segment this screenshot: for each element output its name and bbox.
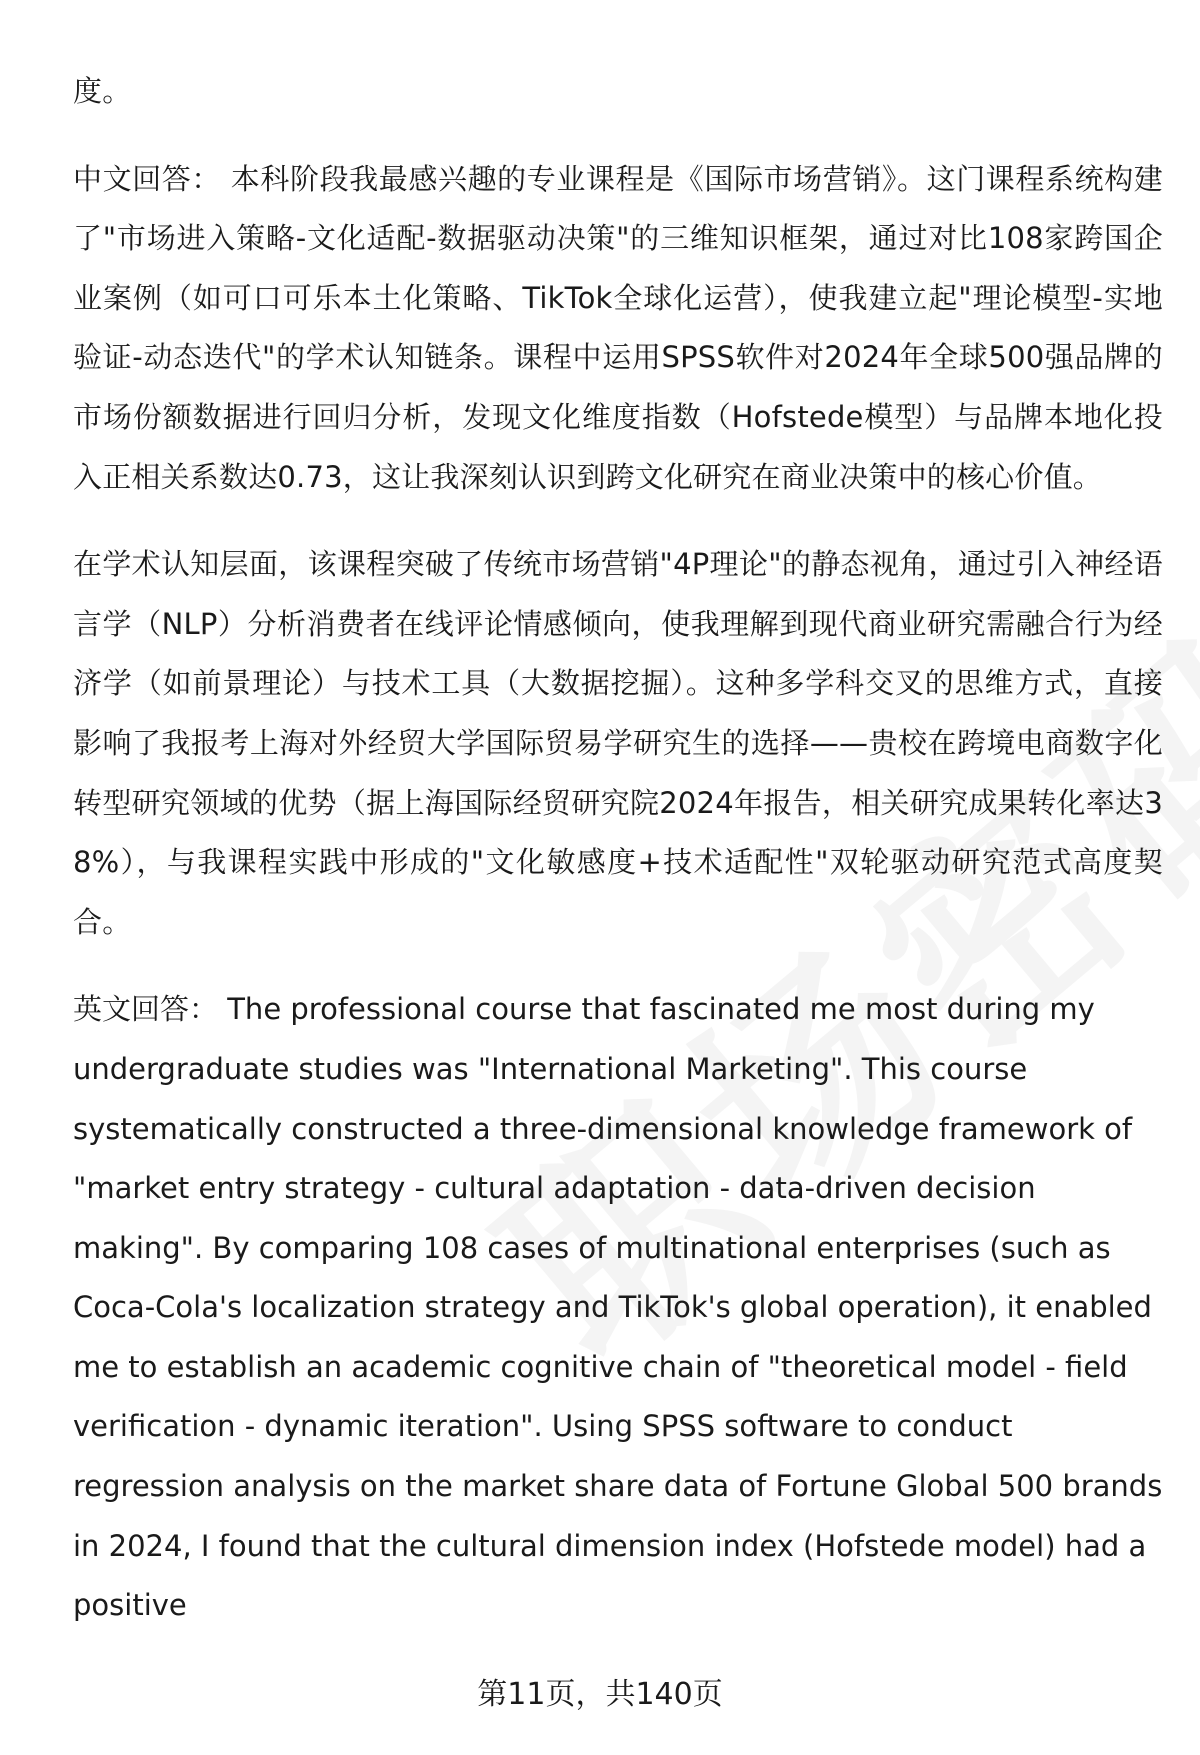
document-body (73, 62, 1163, 1636)
paragraph-continuation: 度。 (73, 74, 132, 108)
page-indicator: 第11页，共140页 (477, 1677, 723, 1712)
paragraph-english-answer: 英文回答： The professional course that fascinated me most during my undergraduate studies was "International Marketing". This course systematically constructed a three-dimensional knowledge framework of "market entry strategy - cultural adaptation - data-driven decision making". By comparing 108 cases of multinational enterprises (such as Coca-Cola's localization strategy and TikTok's global operation), it enabled me to establish an academic cognitive chain of "theoretical model - field verification - dynamic iteration". Using SPSS software to conduct regression analysis on the market share data of Fortune Global 500 brands in 2024, I found that the cultural dimension index (Hofstede model) had a positive (73, 992, 1163, 1623)
paragraph-academic-cognition: 在学术认知层面，该课程突破了传统市场营销"4P理论"的静态视角，通过引入神经语言学（NLP）分析消费者在线评论情感倾向，使我理解到现代商业研究需融合行为经济学（如前景理论）与技术工具（大数据挖掘）。这种多学科交叉的思维方式，直接影响了我报考上海对外经贸大学国际贸易学研究生的选择——贵校在跨境电商数字化转型研究领域的优势（据上海国际经贸研究院2024年报告，相关研究成果转化率达38%），与我课程实践中形成的"文化敏感度+技术适配性"双轮驱动研究范式高度契合。 (73, 547, 1163, 939)
paragraph-chinese-answer: 中文回答： 本科阶段我最感兴趣的专业课程是《国际市场营销》。这门课程系统构建了"市场进入策略-文化适配-数据驱动决策"的三维知识框架，通过对比108家跨国企业案例（如可口可乐本土化策略、TikTok全球化运营），使我建立起"理论模型-实地验证-动态迭代"的学术认知链条。课程中运用SPSS软件对2024年全球500强品牌的市场份额数据进行回归分析，发现文化维度指数（Hofstede模型）与品牌本地化投入正相关系数达0.73，这让我深刻认识到跨文化研究在商业决策中的核心价值。 (73, 161, 1163, 494)
paragraph-spacer (73, 122, 1163, 150)
page-footer (0, 1675, 1200, 1715)
paragraph-spacer (73, 952, 1163, 980)
paragraph-spacer (73, 507, 1163, 535)
